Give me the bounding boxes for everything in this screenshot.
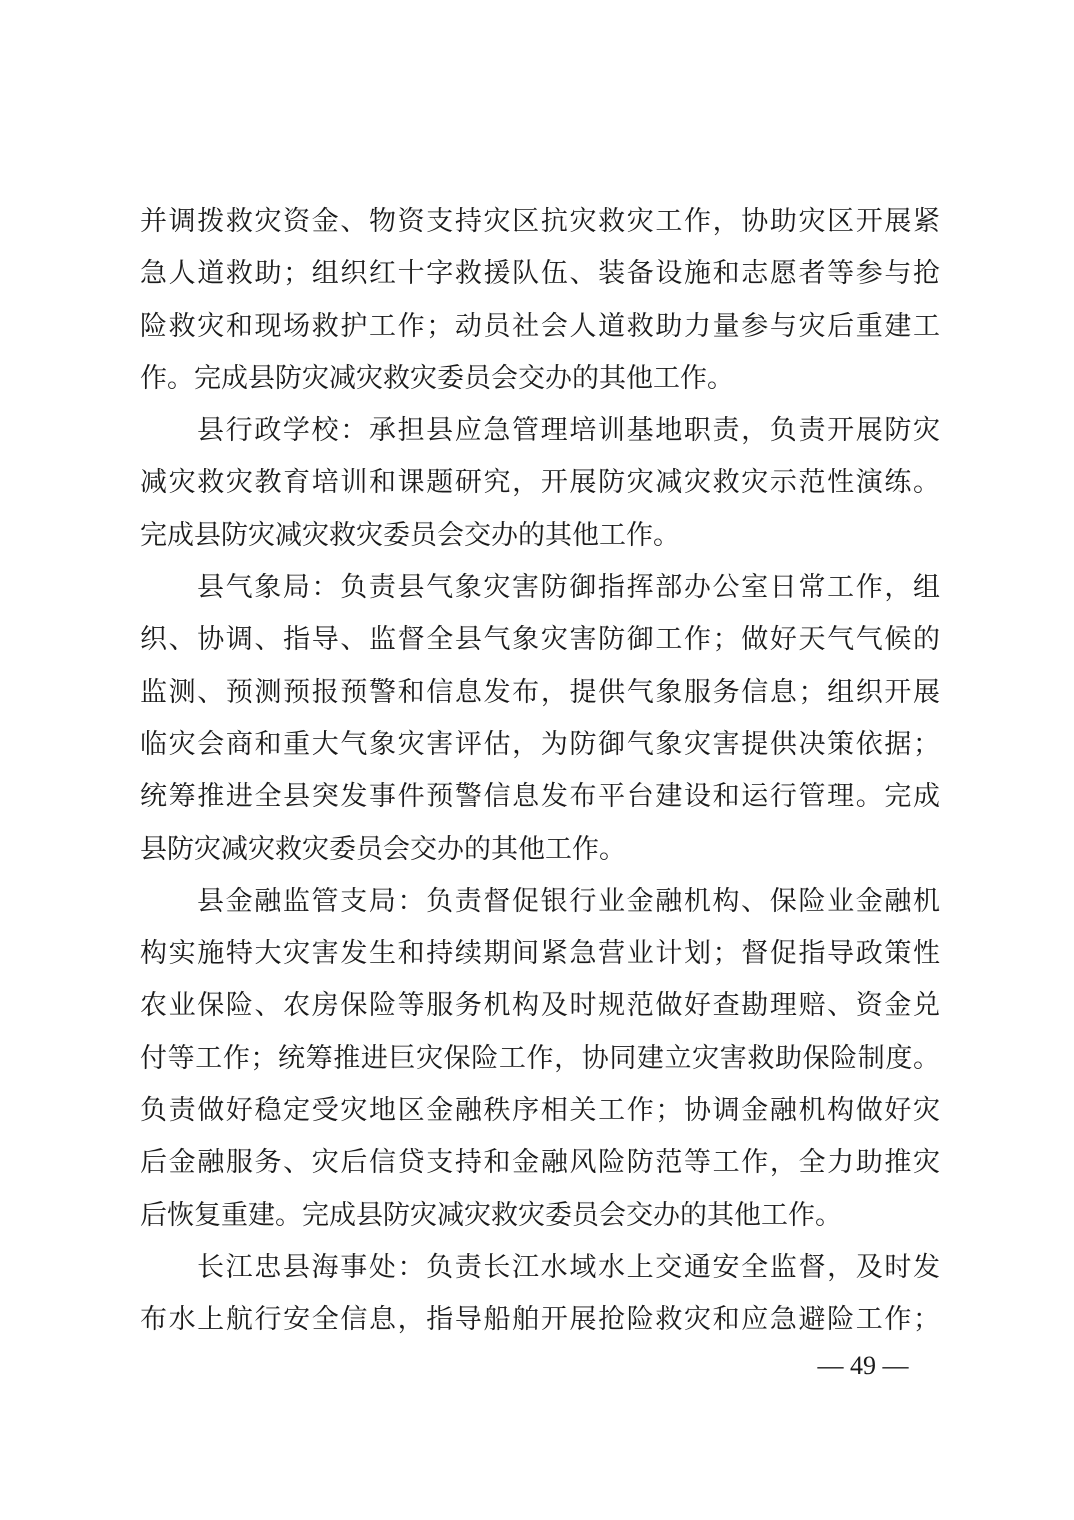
text-line: 县气象局：负责县气象灾害防御指挥部办公室日常工作，组 xyxy=(197,572,940,604)
text-line: 县行政学校：承担县应急管理培训基地职责，负责开展防灾 xyxy=(197,415,940,447)
text-line: 构实施特大灾害发生和持续期间紧急营业计划；督促指导政策性 xyxy=(140,938,940,970)
text-line: 统筹推进全县突发事件预警信息发布平台建设和运行管理。完成 xyxy=(140,781,940,813)
paragraph-red-cross-duties xyxy=(140,196,940,405)
text-line: 长江忠县海事处：负责长江水域水上交通安全监督，及时发 xyxy=(197,1251,940,1283)
paragraph-meteorological-bureau xyxy=(140,562,940,876)
text-line: 县金融监管支局：负责督促银行业金融机构、保险业金融机 xyxy=(197,885,940,917)
text-line: 并调拨救灾资金、物资支持灾区抗灾救灾工作，协助灾区开展紧 xyxy=(140,206,940,237)
text-line: 负责做好稳定受灾地区金融秩序相关工作；协调金融机构做好灾 xyxy=(140,1095,940,1127)
text-line: 完成县防灾减灾救灾委员会交办的其他工作。 xyxy=(140,519,680,551)
text-line: 布水上航行安全信息，指导船舶开展抢险救灾和应急避险工作； xyxy=(140,1304,940,1336)
paragraph-maritime-office xyxy=(140,1242,940,1347)
text-line: 县防灾减灾救灾委员会交办的其他工作。 xyxy=(140,833,626,865)
text-line: 作。完成县防灾减灾救灾委员会交办的其他工作。 xyxy=(140,362,734,394)
text-line: 农业保险、农房保险等服务机构及时规范做好查勘理赔、资金兑 xyxy=(140,990,940,1022)
text-line: 急人道救助；组织红十字救援队伍、装备设施和志愿者等参与抢 xyxy=(140,258,940,290)
text-line: 监测、预测预报预警和信息发布，提供气象服务信息；组织开展 xyxy=(140,676,940,708)
text-line: 后恢复重建。完成县防灾减灾救灾委员会交办的其他工作。 xyxy=(140,1199,842,1231)
document-body xyxy=(140,196,940,1347)
text-line: 临灾会商和重大气象灾害评估，为防御气象灾害提供决策依据； xyxy=(140,728,940,760)
paragraph-administrative-school xyxy=(140,405,940,562)
text-line: 险救灾和现场救护工作；动员社会人道救助力量参与灾后重建工 xyxy=(140,310,940,342)
text-line: 减灾救灾教育培训和课题研究，开展防灾减灾救灾示范性演练。 xyxy=(140,467,940,499)
text-line: 付等工作；统筹推进巨灾保险工作，协同建立灾害救助保险制度。 xyxy=(140,1042,940,1074)
page-number: — 49 — xyxy=(817,1351,909,1380)
text-line: 后金融服务、灾后信贷支持和金融风险防范等工作，全力助推灾 xyxy=(140,1147,940,1179)
paragraph-financial-regulation xyxy=(140,876,940,1242)
text-line: 织、协调、指导、监督全县气象灾害防御工作；做好天气气候的 xyxy=(140,624,940,656)
